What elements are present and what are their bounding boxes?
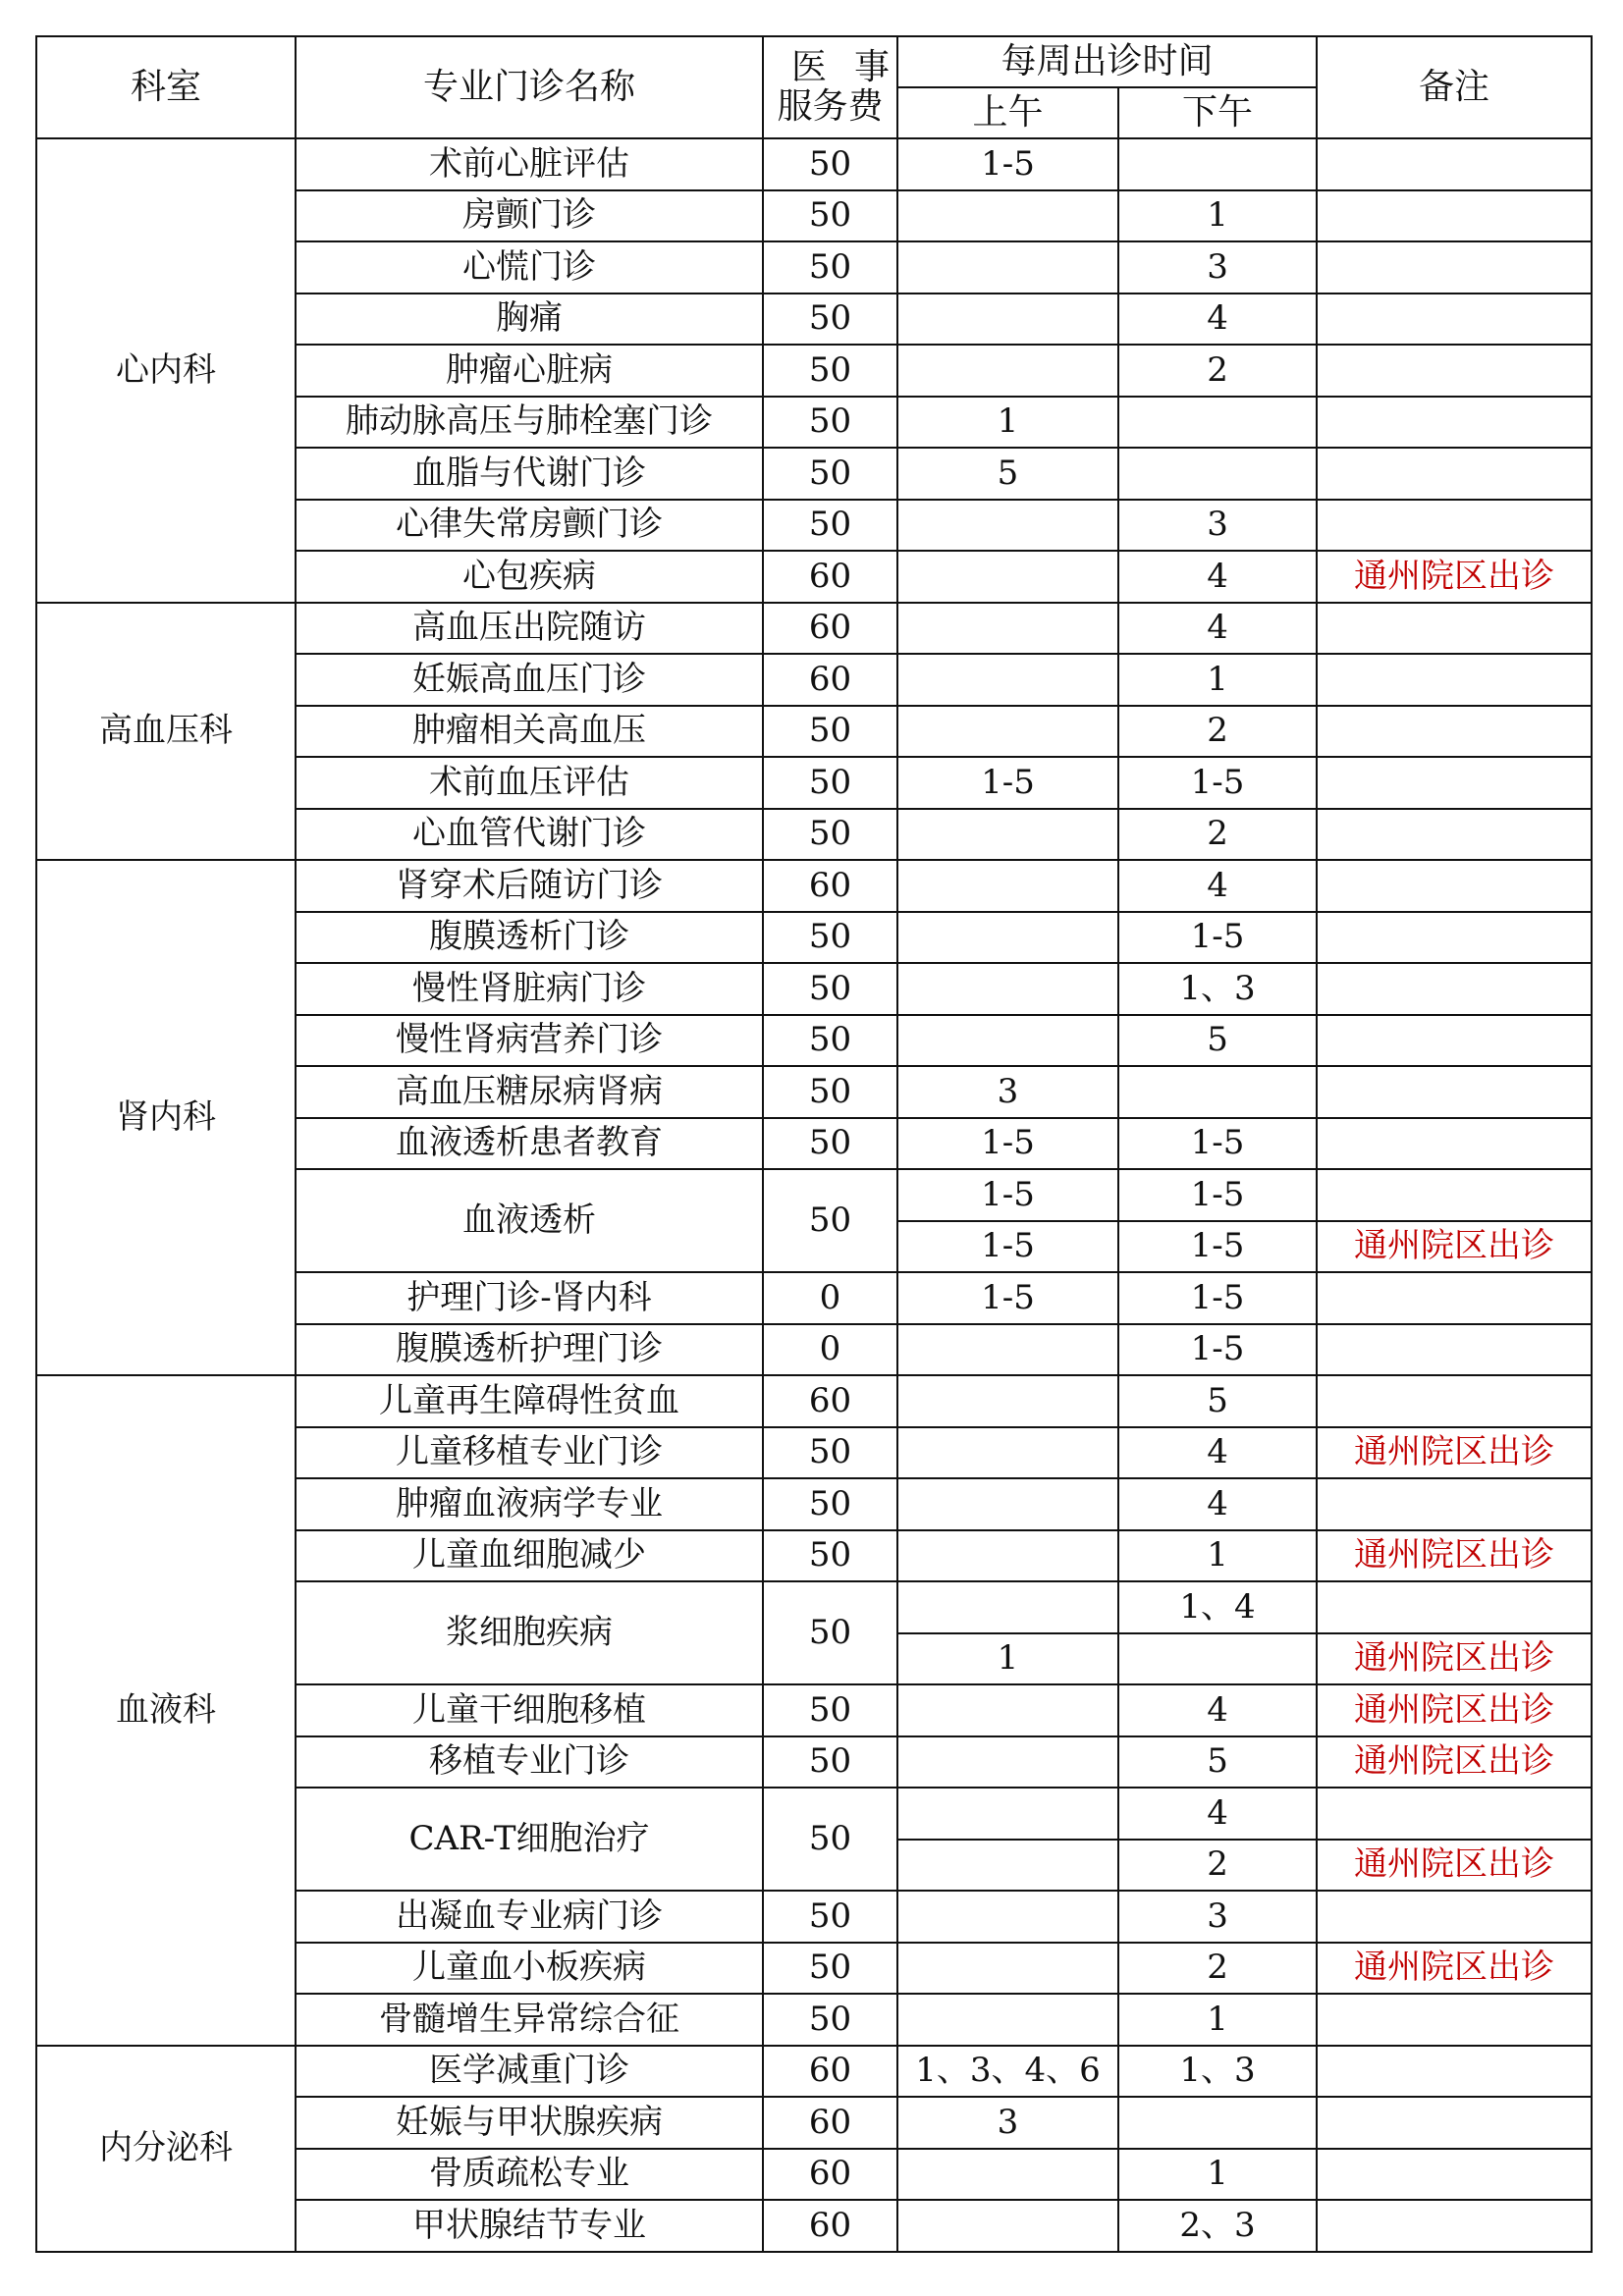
note-cell xyxy=(1317,397,1592,449)
note-cell: 通州院区出诊 xyxy=(1317,1633,1592,1685)
am-cell: 1-5 xyxy=(897,1221,1118,1273)
pm-cell: 2 xyxy=(1118,345,1317,397)
fee-cell: 50 xyxy=(763,397,897,449)
am-cell xyxy=(897,1478,1118,1530)
clinic-name-cell: 胸痛 xyxy=(296,294,763,346)
schedule-sheet xyxy=(35,35,1593,2253)
fee-cell: 50 xyxy=(763,1788,897,1891)
am-cell xyxy=(897,809,1118,861)
am-cell: 5 xyxy=(897,448,1118,500)
note-cell: 通州院区出诊 xyxy=(1317,1530,1592,1582)
am-cell: 1-5 xyxy=(897,138,1118,190)
pm-cell: 1 xyxy=(1118,190,1317,242)
am-cell xyxy=(897,963,1118,1015)
note-cell xyxy=(1317,706,1592,758)
note-cell xyxy=(1317,1169,1592,1221)
fee-cell: 50 xyxy=(763,1891,897,1943)
pm-cell xyxy=(1118,397,1317,449)
clinic-name-cell: 血脂与代谢门诊 xyxy=(296,448,763,500)
clinic-name-cell: 儿童移植专业门诊 xyxy=(296,1427,763,1479)
fee-cell: 0 xyxy=(763,1272,897,1324)
clinic-name-cell: 肿瘤血液病学专业 xyxy=(296,1478,763,1530)
dept-cell: 高血压科 xyxy=(36,603,296,861)
fee-cell: 50 xyxy=(763,345,897,397)
fee-cell: 50 xyxy=(763,1530,897,1582)
pm-cell xyxy=(1118,1066,1317,1118)
am-cell: 3 xyxy=(897,1066,1118,1118)
fee-cell: 0 xyxy=(763,1324,897,1376)
clinic-name-cell: 肿瘤心脏病 xyxy=(296,345,763,397)
clinic-name-cell: 儿童再生障碍性贫血 xyxy=(296,1375,763,1427)
note-cell xyxy=(1317,1478,1592,1530)
note-cell xyxy=(1317,1272,1592,1324)
table-body xyxy=(36,138,1592,2252)
dept-cell: 血液科 xyxy=(36,1375,296,2046)
table-row xyxy=(36,138,1592,190)
pm-cell: 2 xyxy=(1118,706,1317,758)
note-cell: 通州院区出诊 xyxy=(1317,1221,1592,1273)
note-cell: 通州院区出诊 xyxy=(1317,1840,1592,1892)
fee-cell: 60 xyxy=(763,2149,897,2201)
am-cell xyxy=(897,1427,1118,1479)
am-cell xyxy=(897,912,1118,964)
am-cell: 1-5 xyxy=(897,1169,1118,1221)
clinic-name-cell: 术前血压评估 xyxy=(296,757,763,809)
clinic-name-cell: 肿瘤相关高血压 xyxy=(296,706,763,758)
clinic-name-cell: 心血管代谢门诊 xyxy=(296,809,763,861)
fee-cell: 50 xyxy=(763,1066,897,1118)
fee-cell: 50 xyxy=(763,241,897,294)
fee-cell: 60 xyxy=(763,2097,897,2149)
note-cell xyxy=(1317,1581,1592,1633)
note-cell xyxy=(1317,1118,1592,1170)
pm-cell: 4 xyxy=(1118,551,1317,603)
am-cell xyxy=(897,1581,1118,1633)
am-cell xyxy=(897,551,1118,603)
clinic-name-cell: 心慌门诊 xyxy=(296,241,763,294)
note-cell xyxy=(1317,1015,1592,1067)
am-cell: 3 xyxy=(897,2097,1118,2149)
clinic-name-cell: 慢性肾脏病门诊 xyxy=(296,963,763,1015)
fee-cell: 50 xyxy=(763,706,897,758)
clinic-name-cell: 儿童干细胞移植 xyxy=(296,1684,763,1736)
fee-cell: 50 xyxy=(763,912,897,964)
am-cell xyxy=(897,500,1118,552)
fee-cell: 50 xyxy=(763,1581,897,1684)
pm-cell: 1 xyxy=(1118,1530,1317,1582)
note-cell xyxy=(1317,1066,1592,1118)
fee-cell: 50 xyxy=(763,963,897,1015)
pm-cell: 4 xyxy=(1118,294,1317,346)
clinic-name-cell: 肾穿术后随访门诊 xyxy=(296,860,763,912)
am-cell xyxy=(897,1736,1118,1789)
am-cell xyxy=(897,654,1118,706)
note-cell xyxy=(1317,345,1592,397)
note-cell xyxy=(1317,912,1592,964)
fee-cell: 60 xyxy=(763,2046,897,2098)
am-cell xyxy=(897,1840,1118,1892)
pm-cell: 4 xyxy=(1118,860,1317,912)
clinic-name-cell: 移植专业门诊 xyxy=(296,1736,763,1789)
am-cell xyxy=(897,190,1118,242)
dept-cell: 内分泌科 xyxy=(36,2046,296,2252)
fee-cell: 60 xyxy=(763,2200,897,2252)
pm-cell: 5 xyxy=(1118,1736,1317,1789)
header-fee-line1: 医事 xyxy=(791,47,918,88)
am-cell xyxy=(897,1891,1118,1943)
am-cell xyxy=(897,1684,1118,1736)
note-cell: 通州院区出诊 xyxy=(1317,1427,1592,1479)
fee-cell: 50 xyxy=(763,757,897,809)
am-cell xyxy=(897,1324,1118,1376)
table-row xyxy=(36,603,1592,655)
clinic-name-cell: 儿童血小板疾病 xyxy=(296,1943,763,1995)
table-row xyxy=(36,2046,1592,2098)
pm-cell xyxy=(1118,2097,1317,2149)
clinic-name-cell: 浆细胞疾病 xyxy=(296,1581,763,1684)
pm-cell: 1-5 xyxy=(1118,1221,1317,1273)
pm-cell: 1-5 xyxy=(1118,912,1317,964)
pm-cell: 1、4 xyxy=(1118,1581,1317,1633)
am-cell xyxy=(897,1015,1118,1067)
header-note: 备注 xyxy=(1317,36,1592,138)
fee-cell: 50 xyxy=(763,294,897,346)
note-cell xyxy=(1317,963,1592,1015)
note-cell xyxy=(1317,1994,1592,2046)
clinic-name-cell: 儿童血细胞减少 xyxy=(296,1530,763,1582)
am-cell xyxy=(897,706,1118,758)
table-header xyxy=(36,36,1592,138)
note-cell xyxy=(1317,1375,1592,1427)
pm-cell: 3 xyxy=(1118,1891,1317,1943)
pm-cell: 4 xyxy=(1118,1684,1317,1736)
note-cell xyxy=(1317,2200,1592,2252)
fee-cell: 50 xyxy=(763,1684,897,1736)
fee-cell: 50 xyxy=(763,190,897,242)
pm-cell: 4 xyxy=(1118,1788,1317,1840)
clinic-name-cell: 血液透析 xyxy=(296,1169,763,1272)
pm-cell: 2 xyxy=(1118,1943,1317,1995)
am-cell xyxy=(897,345,1118,397)
fee-cell: 60 xyxy=(763,551,897,603)
pm-cell: 4 xyxy=(1118,1478,1317,1530)
pm-cell: 1-5 xyxy=(1118,1272,1317,1324)
am-cell xyxy=(897,1375,1118,1427)
fee-cell: 60 xyxy=(763,654,897,706)
pm-cell: 5 xyxy=(1118,1015,1317,1067)
note-cell xyxy=(1317,757,1592,809)
note-cell xyxy=(1317,138,1592,190)
clinic-name-cell: 腹膜透析门诊 xyxy=(296,912,763,964)
header-clinic-name: 专业门诊名称 xyxy=(296,36,763,138)
pm-cell xyxy=(1118,1633,1317,1685)
fee-cell: 50 xyxy=(763,809,897,861)
pm-cell: 1 xyxy=(1118,654,1317,706)
note-cell xyxy=(1317,654,1592,706)
note-cell: 通州院区出诊 xyxy=(1317,1736,1592,1789)
am-cell: 1-5 xyxy=(897,757,1118,809)
clinic-name-cell: 血液透析患者教育 xyxy=(296,1118,763,1170)
header-dept: 科室 xyxy=(36,36,296,138)
am-cell xyxy=(897,1530,1118,1582)
pm-cell xyxy=(1118,448,1317,500)
note-cell xyxy=(1317,603,1592,655)
clinic-name-cell: 骨质疏松专业 xyxy=(296,2149,763,2201)
pm-cell: 3 xyxy=(1118,241,1317,294)
am-cell xyxy=(897,603,1118,655)
fee-cell: 50 xyxy=(763,448,897,500)
note-cell: 通州院区出诊 xyxy=(1317,1684,1592,1736)
am-cell: 1-5 xyxy=(897,1118,1118,1170)
note-cell xyxy=(1317,2097,1592,2149)
am-cell xyxy=(897,294,1118,346)
am-cell: 1 xyxy=(897,1633,1118,1685)
pm-cell: 4 xyxy=(1118,1427,1317,1479)
header-am: 上午 xyxy=(897,87,1118,138)
note-cell xyxy=(1317,1891,1592,1943)
clinic-name-cell: 心律失常房颤门诊 xyxy=(296,500,763,552)
clinic-name-cell: 妊娠高血压门诊 xyxy=(296,654,763,706)
pm-cell: 2 xyxy=(1118,809,1317,861)
header-pm: 下午 xyxy=(1118,87,1317,138)
clinic-name-cell: 心包疾病 xyxy=(296,551,763,603)
note-cell xyxy=(1317,809,1592,861)
fee-cell: 50 xyxy=(763,500,897,552)
note-cell xyxy=(1317,2046,1592,2098)
am-cell xyxy=(897,2149,1118,2201)
clinic-name-cell: 高血压出院随访 xyxy=(296,603,763,655)
fee-cell: 50 xyxy=(763,1736,897,1789)
note-cell xyxy=(1317,1324,1592,1376)
note-cell: 通州院区出诊 xyxy=(1317,1943,1592,1995)
am-cell xyxy=(897,2200,1118,2252)
am-cell xyxy=(897,241,1118,294)
clinic-name-cell: 骨髓增生异常综合征 xyxy=(296,1994,763,2046)
fee-cell: 60 xyxy=(763,1375,897,1427)
pm-cell: 1 xyxy=(1118,1994,1317,2046)
note-cell xyxy=(1317,2149,1592,2201)
fee-cell: 50 xyxy=(763,138,897,190)
pm-cell xyxy=(1118,138,1317,190)
pm-cell: 1-5 xyxy=(1118,1118,1317,1170)
fee-cell: 50 xyxy=(763,1478,897,1530)
pm-cell: 1 xyxy=(1118,2149,1317,2201)
pm-cell: 1、3 xyxy=(1118,963,1317,1015)
pm-cell: 2 xyxy=(1118,1840,1317,1892)
clinic-schedule-table xyxy=(35,35,1593,2253)
clinic-name-cell: 甲状腺结节专业 xyxy=(296,2200,763,2252)
dept-cell: 肾内科 xyxy=(36,860,296,1375)
fee-cell: 50 xyxy=(763,1427,897,1479)
note-cell xyxy=(1317,1788,1592,1840)
pm-cell: 1-5 xyxy=(1118,1324,1317,1376)
fee-cell: 50 xyxy=(763,1994,897,2046)
pm-cell: 5 xyxy=(1118,1375,1317,1427)
clinic-name-cell: CAR-T细胞治疗 xyxy=(296,1788,763,1891)
clinic-name-cell: 高血压糖尿病肾病 xyxy=(296,1066,763,1118)
fee-cell: 50 xyxy=(763,1169,897,1272)
pm-cell: 2、3 xyxy=(1118,2200,1317,2252)
am-cell: 1 xyxy=(897,397,1118,449)
clinic-name-cell: 房颤门诊 xyxy=(296,190,763,242)
note-cell xyxy=(1317,448,1592,500)
clinic-name-cell: 肺动脉高压与肺栓塞门诊 xyxy=(296,397,763,449)
table-row xyxy=(36,860,1592,912)
note-cell xyxy=(1317,190,1592,242)
am-cell: 1、3、4、6 xyxy=(897,2046,1118,2098)
table-row xyxy=(36,1375,1592,1427)
pm-cell: 1-5 xyxy=(1118,757,1317,809)
am-cell xyxy=(897,860,1118,912)
header-fee-line2: 服务费 xyxy=(777,86,884,127)
pm-cell: 1、3 xyxy=(1118,2046,1317,2098)
am-cell xyxy=(897,1943,1118,1995)
fee-cell: 60 xyxy=(763,603,897,655)
note-cell xyxy=(1317,294,1592,346)
note-cell xyxy=(1317,241,1592,294)
clinic-name-cell: 医学减重门诊 xyxy=(296,2046,763,2098)
clinic-name-cell: 妊娠与甲状腺疾病 xyxy=(296,2097,763,2149)
am-cell xyxy=(897,1788,1118,1840)
clinic-name-cell: 术前心脏评估 xyxy=(296,138,763,190)
am-cell: 1-5 xyxy=(897,1272,1118,1324)
dept-cell: 心内科 xyxy=(36,138,296,603)
fee-cell: 50 xyxy=(763,1943,897,1995)
clinic-name-cell: 腹膜透析护理门诊 xyxy=(296,1324,763,1376)
header-schedule: 每周出诊时间 xyxy=(897,36,1317,87)
fee-cell: 60 xyxy=(763,860,897,912)
pm-cell: 3 xyxy=(1118,500,1317,552)
note-cell xyxy=(1317,860,1592,912)
clinic-name-cell: 出凝血专业病门诊 xyxy=(296,1891,763,1943)
note-cell xyxy=(1317,500,1592,552)
am-cell xyxy=(897,1994,1118,2046)
fee-cell: 50 xyxy=(763,1015,897,1067)
note-cell: 通州院区出诊 xyxy=(1317,551,1592,603)
pm-cell: 1-5 xyxy=(1118,1169,1317,1221)
header-fee xyxy=(763,36,918,138)
fee-cell: 50 xyxy=(763,1118,897,1170)
clinic-name-cell: 护理门诊-肾内科 xyxy=(296,1272,763,1324)
clinic-name-cell: 慢性肾病营养门诊 xyxy=(296,1015,763,1067)
pm-cell: 4 xyxy=(1118,603,1317,655)
